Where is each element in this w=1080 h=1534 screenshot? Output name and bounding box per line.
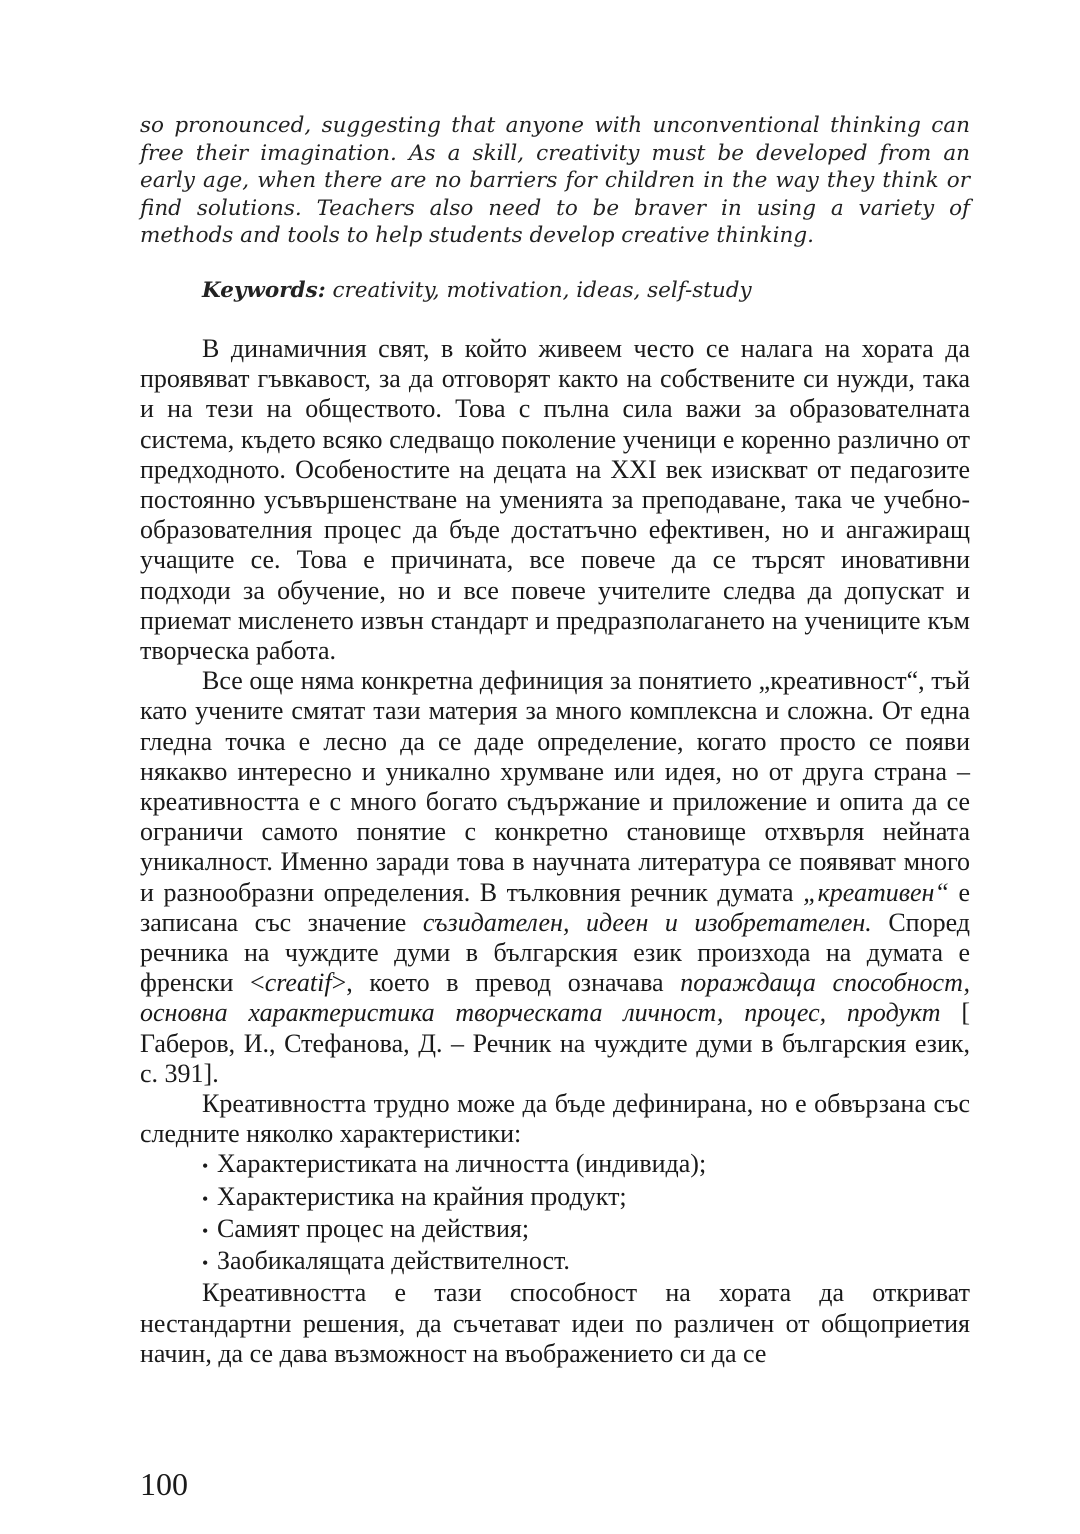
abstract-text: so pronounced, suggesting that anyone with unconventional thinking can free their imagination. As a skill, creativity must be developed from an early age, when there are no barriers for children in the way they think or find solutions. Teachers also need to be braver in using a variety of methods and tools to help students develop creative thinking.: [140, 113, 970, 248]
body-text: [140, 334, 970, 1369]
list-item: [202, 1214, 970, 1246]
bullet-icon: •: [202, 1188, 209, 1209]
paragraph-2-italic-3: creatif: [264, 968, 332, 998]
keywords-list: creativity, motivation, ideas, self-study: [325, 277, 752, 303]
paragraph-2-italic-4: пораждаща способност, основна характеристика творческата личност, процес, продукт: [140, 968, 970, 1028]
paragraph-2-text-3: Според речника на чуждите думи в българския език произхода на думата е френски <: [140, 907, 970, 998]
paragraph-2-italic-1: „креативен“: [803, 877, 949, 907]
paragraph-3: Креативността трудно може да бъде дефинирана, но е обвързана със следните няколко характеристики:: [140, 1089, 970, 1149]
characteristics-list: [140, 1149, 970, 1278]
list-item-text: Характеристика на крайния продукт;: [217, 1181, 627, 1211]
paragraph-2-text-1: Все още няма конкретна дефиниция за понятието „креативност“, тъй като учените смятат тази материя за много комплексна и сложна. От една гледна точка е лесно да се даде определение, когато просто се появи някакво интересно и уникално хрумване или идея, но от друга страна – креативността е с много богато съдържание и приложение и опита да се ограничи самото понятие с конкретно становище отхвърля нейната уникалност. Именно заради това в научната литература се появяват много и разнообразни определения. В тълковния речник думата: [140, 666, 970, 907]
page-number: 100: [140, 1466, 188, 1502]
page-content: [140, 112, 970, 1369]
keywords-line: [202, 277, 970, 305]
paragraph-2-italic-2: съзидателен, идеен и изобретателен.: [422, 907, 872, 937]
list-item-text: Заобикалящата действителност.: [217, 1246, 570, 1276]
bullet-icon: •: [202, 1253, 209, 1274]
paragraph-4: Креативността е тази способност на хората да откриват нестандартни решения, да съчетават идеи по различен от общоприетия начин, да се дава възможност на въображението си да се: [140, 1278, 970, 1368]
list-item: [202, 1246, 970, 1278]
list-item-text: Характеристиката на личността (индивида);: [217, 1149, 707, 1179]
bullet-icon: •: [202, 1156, 209, 1177]
paragraph-2-text-4: >, което в превод означава: [331, 968, 681, 998]
list-item-text: Самият процес на действия;: [217, 1213, 530, 1243]
list-item: [202, 1182, 970, 1214]
paragraph-2-text-2: е записана със значение: [140, 877, 970, 937]
keywords-label: Keywords:: [202, 277, 326, 303]
paragraph-2: [140, 666, 970, 1089]
bullet-icon: •: [202, 1220, 209, 1241]
paragraph-1: В динамичния свят, в който живеем често се налага на хората да проявяват гъвкавост, за да отговорят както на собствените си нужди, така и на тези на обществото. Това с пълна сила важи за образователната система, където всяко следващо поколение ученици е коренно различно от предходното. Особеностите на децата на XXI век изискват от педагозите постоянно усъвършенстване на уменията за преподаване, така че учебно-образователния процес да бъде достатъчно ефективен, но и ангажиращ учащите се. Това е причината, все повече да се търсят иновативни подходи за обучение, но и все повече учителите следва да допускат и приемат мисленето извън стандарт и предразполагането на учениците към творческа работа.: [140, 334, 970, 666]
list-item: [202, 1149, 970, 1181]
paragraph-2-text-5: [ Габеров, И., Стефанова, Д. – Речник на чуждите думи в българския език, с. 391].: [140, 998, 970, 1088]
